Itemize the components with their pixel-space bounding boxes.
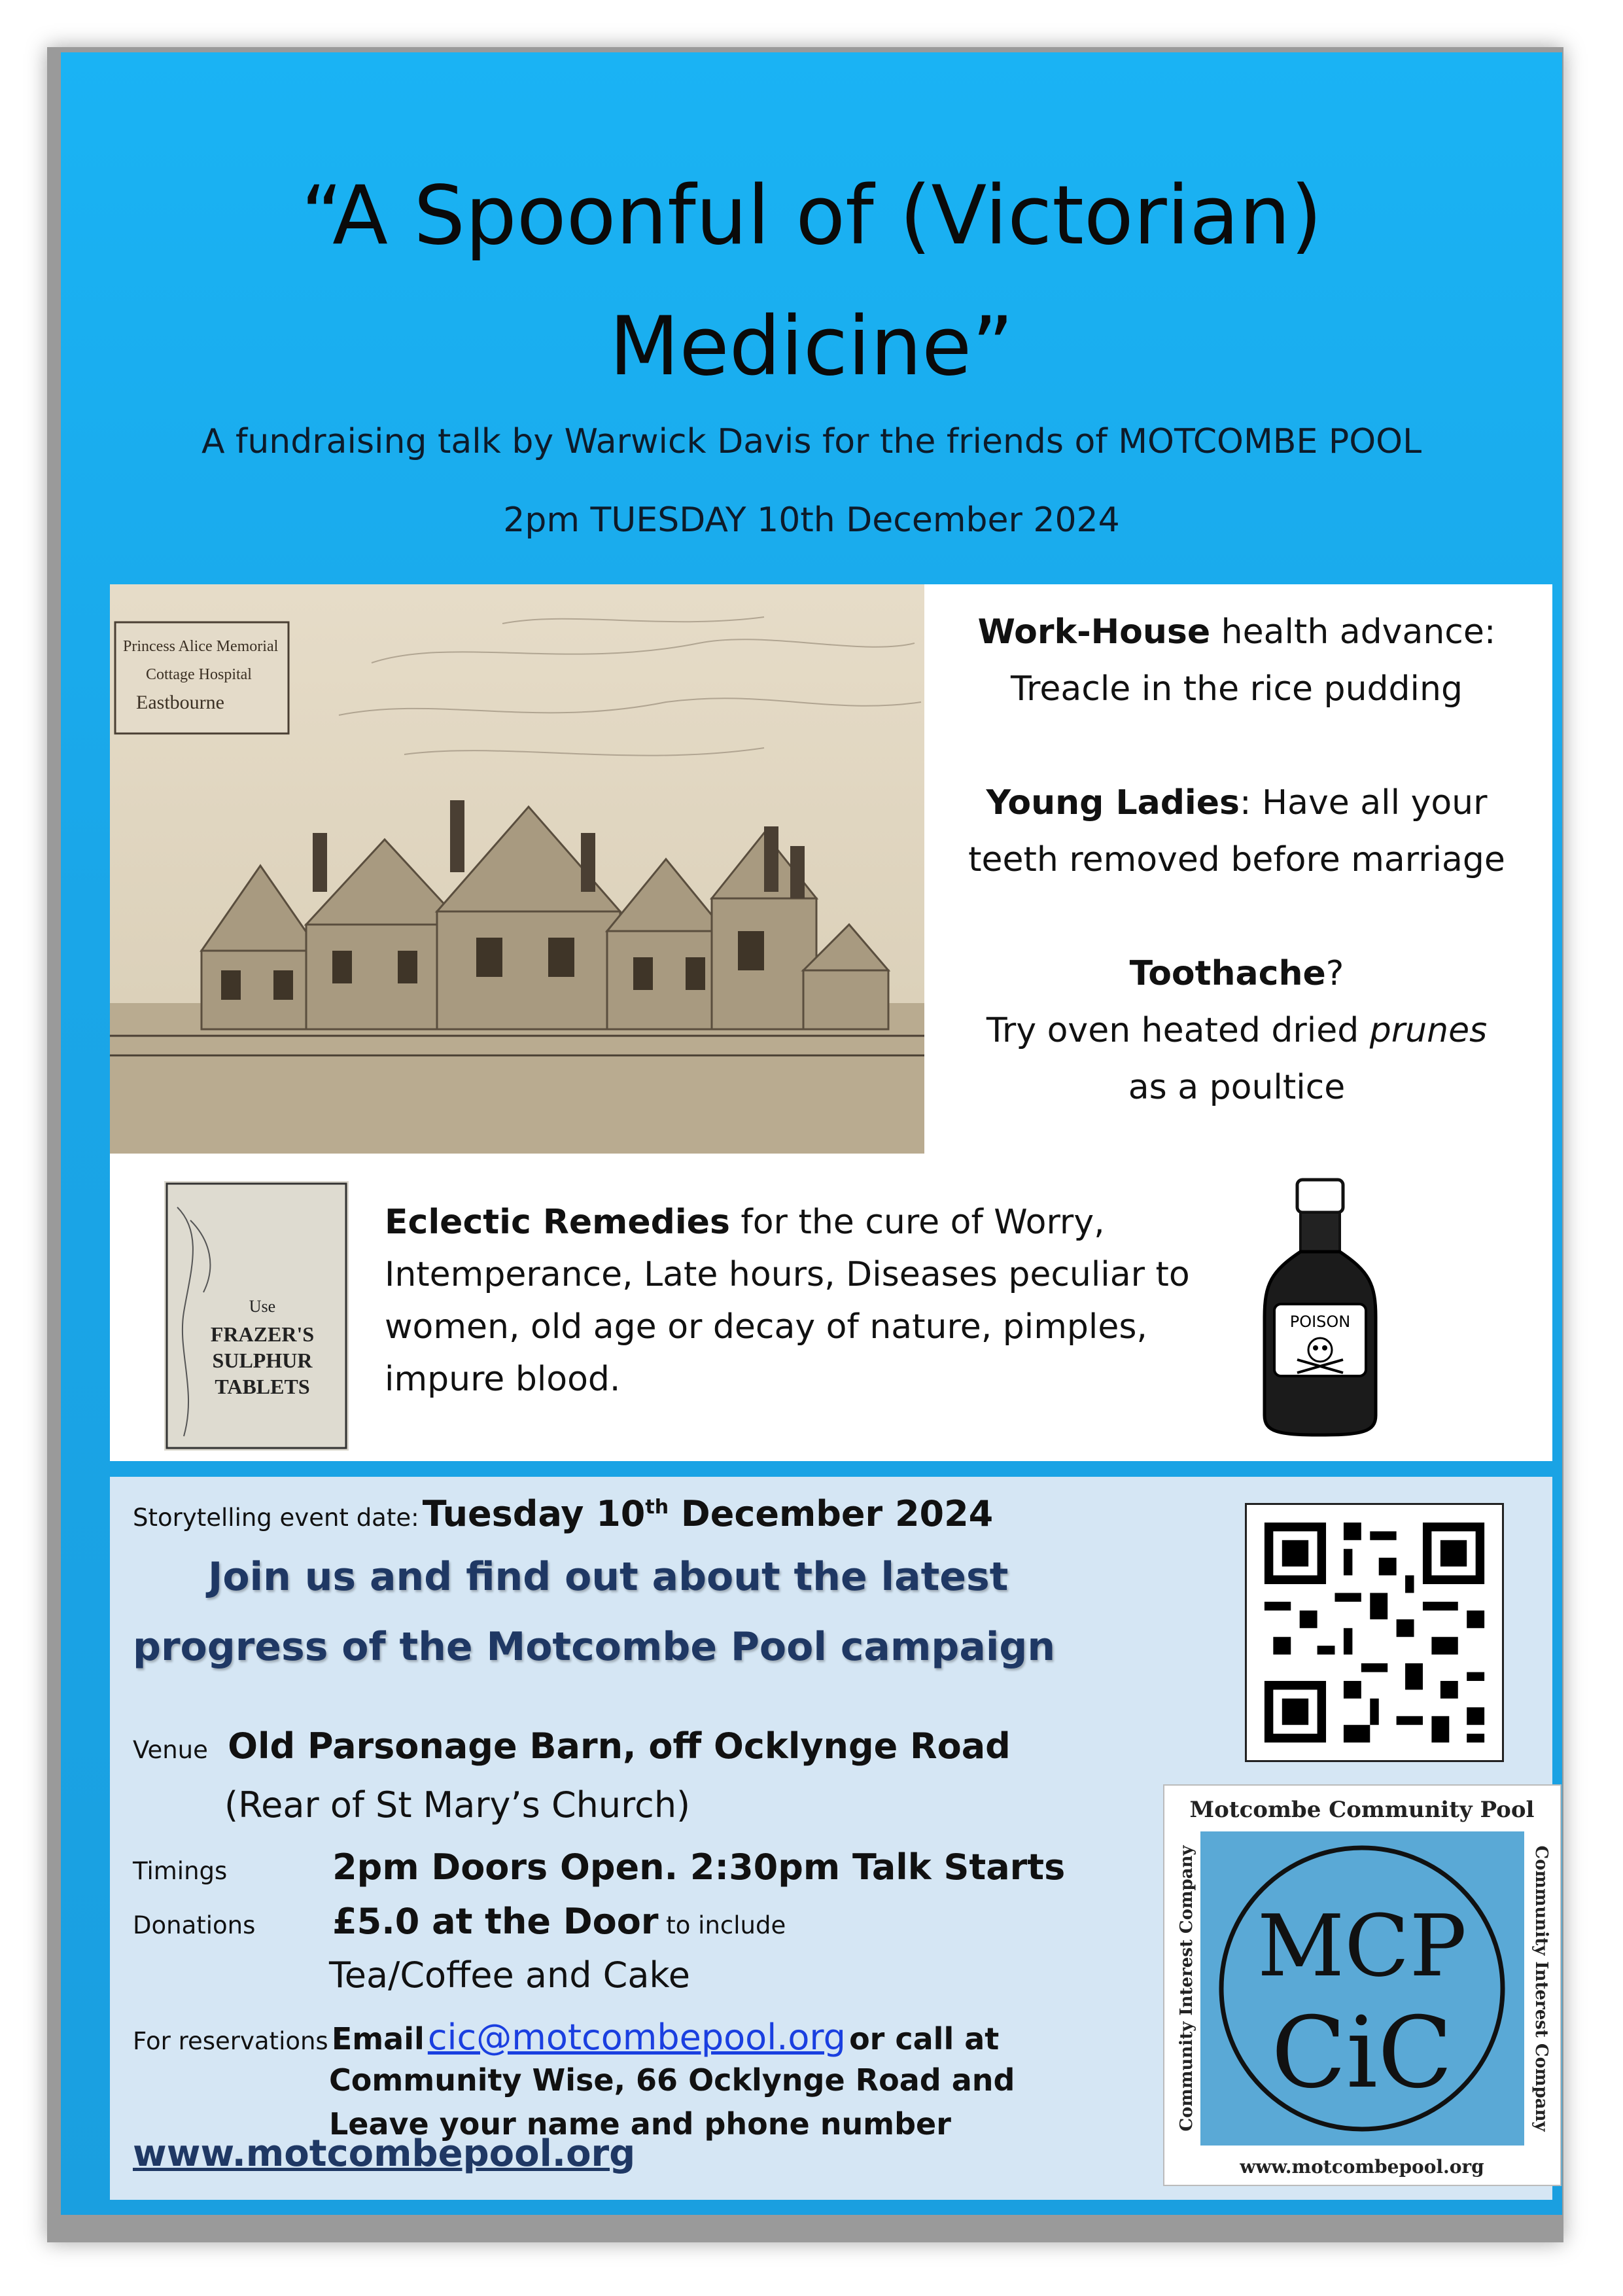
fact-workhouse <box>921 604 1552 718</box>
reservations-label: For reservations <box>133 2027 328 2055</box>
donations-value: £5.0 at the Door <box>332 1901 659 1942</box>
email-label: Email <box>331 2021 425 2057</box>
timings-row <box>133 1846 1065 1888</box>
sign-line-2: Cottage Hospital <box>146 666 252 683</box>
logo-side-text-left: Community Interest Company <box>1177 1845 1196 2132</box>
qr-code-icon <box>1247 1505 1502 1760</box>
mcp-cic-logo-drawing <box>1164 1786 1560 2185</box>
poster-title <box>61 150 1562 412</box>
fact-heading: Work-House <box>977 612 1211 652</box>
event-date-row <box>133 1493 993 1534</box>
fun-facts <box>921 604 1552 1173</box>
ad-tablets-text: TABLETS <box>215 1375 310 1398</box>
sign-line-1: Princess Alice Memorial <box>123 638 279 655</box>
sign-line-3: Eastbourne <box>136 692 224 713</box>
hospital-engraving-image <box>110 584 924 1154</box>
fact-text: as a poultice <box>1128 1068 1346 1107</box>
fact-text: Try oven heated dried <box>986 1011 1370 1050</box>
remedies-text <box>385 1196 1202 1405</box>
event-info-panel <box>110 1477 1552 2200</box>
ad-use-text: Use <box>249 1297 276 1316</box>
fact-text: Treacle in the rice pudding <box>1011 669 1463 709</box>
mcp-cic-logo <box>1163 1784 1562 2186</box>
subtitle: A fundraising talk by Warwick Davis for the friends of MOTCOMBE POOL <box>201 422 1422 461</box>
logo-top-text: Motcombe Community Pool <box>1189 1797 1535 1823</box>
call-text: or call at <box>849 2021 1000 2057</box>
donations-refreshments: Tea/Coffee and Cake <box>329 1954 690 1996</box>
donations-row <box>133 1901 786 1942</box>
fact-text: ? <box>1325 954 1344 993</box>
remedies-body: for the cure of Worry, Intemperance, Late hours, Diseases peculiar to women, old age or decay of nature, pimples, impure blood. <box>385 1203 1190 1399</box>
ad-sulphur-text: SULPHUR <box>212 1349 313 1372</box>
title-line-1: “A Spoonful of (Victorian) <box>300 169 1323 263</box>
bottle-label: POISON <box>1289 1313 1351 1331</box>
reservations-row <box>133 2017 999 2058</box>
fact-text: teeth removed before marriage <box>968 840 1505 879</box>
poison-bottle-image <box>1245 1173 1395 1441</box>
venue-label: Venue <box>133 1736 208 1764</box>
fact-text: health advance: <box>1210 612 1496 652</box>
event-date-label: Storytelling event date: <box>133 1504 419 1532</box>
address-line-1: Community Wise, 66 Ocklynge Road and <box>329 2062 1015 2098</box>
logo-bottom-text: www.motcombepool.org <box>1240 2156 1484 2178</box>
join-line-2: progress of the Motcombe Pool campaign <box>133 1624 1056 1670</box>
event-date-prefix: Tuesday 10 <box>422 1493 646 1534</box>
website-link[interactable]: www.motcombepool.org <box>133 2132 636 2175</box>
title-line-2: Medicine” <box>609 300 1014 394</box>
sulphur-tablets-ad-image <box>164 1181 349 1451</box>
logo-letters-bottom: CiC <box>1271 1996 1453 2110</box>
fact-young-ladies <box>921 775 1552 889</box>
fact-italic: prunes <box>1369 1011 1488 1050</box>
timings-label: Timings <box>133 1857 228 1885</box>
sulphur-ad-drawing <box>164 1181 349 1451</box>
fact-heading: Young Ladies <box>986 783 1240 822</box>
venue-name: Old Parsonage Barn, off Ocklynge Road <box>228 1725 1011 1767</box>
join-line-1: Join us and find out about the latest <box>208 1554 1009 1600</box>
timings-value: 2pm Doors Open. 2:30pm Talk Starts <box>332 1846 1066 1888</box>
venue-detail: (Rear of St Mary’s Church) <box>224 1784 691 1826</box>
remedies-heading: Eclectic Remedies <box>385 1203 730 1242</box>
event-date-sup: th <box>645 1496 669 1519</box>
donations-label: Donations <box>133 1911 256 1939</box>
event-datetime: 2pm TUESDAY 10th December 2024 <box>503 501 1120 540</box>
fact-toothache <box>921 945 1552 1116</box>
ad-frazers-text: FRAZER'S <box>210 1322 315 1346</box>
poison-bottle-icon <box>1245 1173 1395 1441</box>
qr-code[interactable] <box>1245 1503 1504 1762</box>
email-link[interactable]: cic@motcombepool.org <box>427 2017 846 2058</box>
content-panel <box>110 584 1552 1461</box>
event-date-value <box>423 1493 994 1534</box>
venue-row <box>133 1725 1011 1767</box>
logo-side-text-right: Community Interest Company <box>1531 1845 1551 2132</box>
fact-text: : Have all your <box>1239 783 1488 822</box>
fact-heading: Toothache <box>1129 954 1326 993</box>
logo-letters-top: MCP <box>1257 1896 1467 1996</box>
address-line-2: Leave your name and phone number <box>329 2106 951 2142</box>
hospital-engraving-drawing <box>110 584 924 1154</box>
poster <box>61 52 1562 2215</box>
donations-note: to include <box>658 1911 786 1939</box>
event-date-suffix: December 2024 <box>669 1493 994 1534</box>
